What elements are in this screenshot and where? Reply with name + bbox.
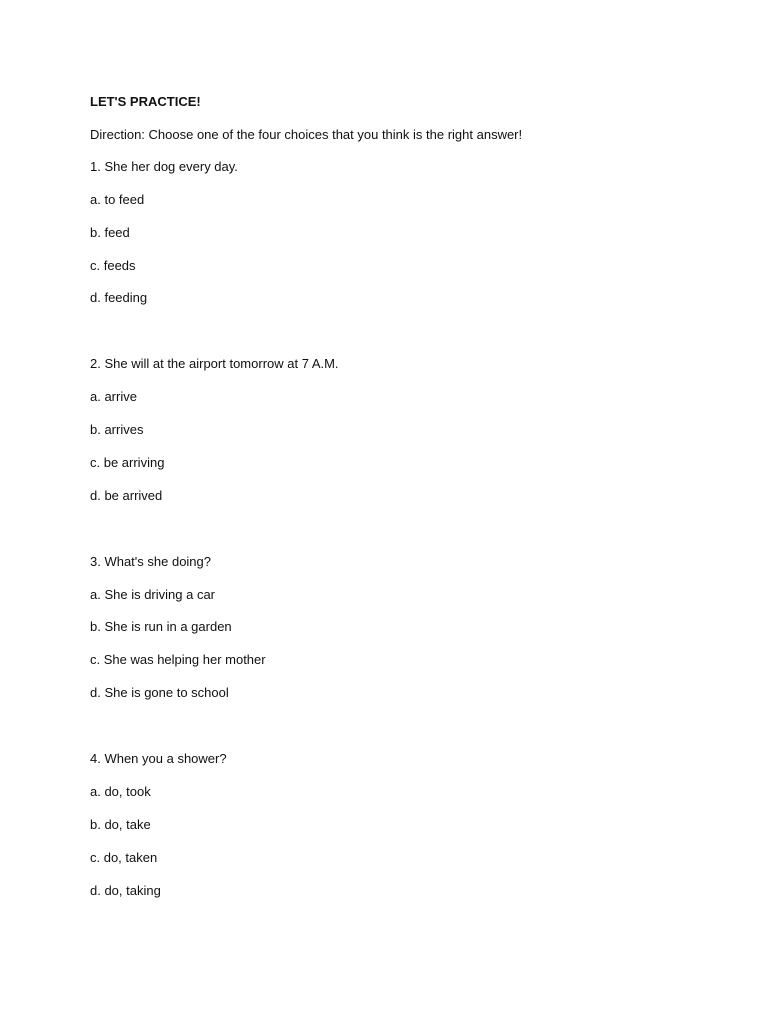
question-1-option-b: b. feed (90, 225, 130, 240)
question-3-option-b: b. She is run in a garden (90, 619, 232, 634)
question-2-option-c: c. be arriving (90, 455, 165, 470)
question-4-prompt: 4. When you a shower? (90, 751, 227, 766)
question-1-prompt: 1. She her dog every day. (90, 159, 238, 174)
question-4-option-d: d. do, taking (90, 883, 161, 898)
question-4-option-c: c. do, taken (90, 850, 158, 865)
question-1-option-a: a. to feed (90, 192, 145, 207)
question-2-prompt: 2. She will at the airport tomorrow at 7 A.M. (90, 356, 339, 371)
question-3-option-a: a. She is driving a car (90, 587, 216, 602)
question-4-option-a: a. do, took (90, 784, 151, 799)
question-3-option-d: d. She is gone to school (90, 685, 229, 700)
question-4-option-b: b. do, take (90, 817, 151, 832)
question-2-option-d: d. be arrived (90, 488, 163, 503)
question-2-option-b: b. arrives (90, 422, 144, 437)
page-title: LET'S PRACTICE! (90, 94, 201, 109)
question-1-option-d: d. feeding (90, 290, 148, 305)
direction-text: Direction: Choose one of the four choices that you think is the right answer! (90, 127, 523, 142)
question-2-option-a: a. arrive (90, 389, 137, 404)
question-3-option-c: c. She was helping her mother (90, 652, 266, 667)
question-1-option-c: c. feeds (90, 258, 136, 273)
question-3-prompt: 3. What's she doing? (90, 554, 211, 569)
